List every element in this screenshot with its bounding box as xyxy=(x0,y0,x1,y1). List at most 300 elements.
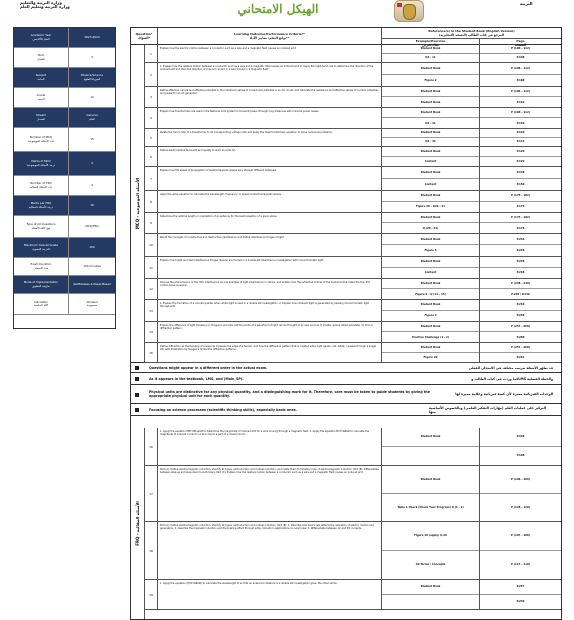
col-example-label-ar: مثال/تمرين xyxy=(422,43,439,47)
reference-line-1: Student Book xyxy=(382,279,479,289)
outcome-text: Define electromotive force emf and qualify to work as volts (V). xyxy=(158,147,382,166)
table-row xyxy=(145,108,561,129)
reference-line-1: Student Book xyxy=(382,580,479,595)
page-line-2: P (117 - 118) xyxy=(511,563,530,567)
outcome-text: Part (A): Define electromagnetic induction, identify its types, self-induction and mutual induction. Part (B): 1. Describe how Lenz's law reflects the operation of electric motors and generators. 2. Describe the magnetic induction and the braking effect through eddy currents in applications on Lenz's law. 3. Differentiate between AC and DC currents. xyxy=(158,522,382,579)
page-line-2: P (128 - 129) xyxy=(511,505,530,509)
panel-row-value: 100 xyxy=(89,244,95,249)
panel-row-value-cell xyxy=(69,238,115,257)
page-cell xyxy=(480,466,561,521)
reference-line-1: Student Book xyxy=(382,300,479,311)
reference-line-2: Table 1 Check (Check Your Progress) Q (1 - 2) xyxy=(397,505,464,509)
question-number: 15 xyxy=(145,343,158,362)
reference-line-2: Figure 20 xyxy=(423,355,438,359)
panel-row xyxy=(14,152,115,176)
section-frq-label: FRQ - الأسئلة المقالية xyxy=(135,501,141,546)
page-line-2: P.130 xyxy=(516,121,525,125)
reference-cell xyxy=(382,234,480,256)
table-row xyxy=(145,343,561,363)
panel-row-label: Mode of Implementation xyxy=(23,280,59,285)
col-outcome-header xyxy=(158,28,382,45)
col-outcome-label: Learning Outcome/Performance Criteria** xyxy=(234,32,305,36)
reference-cell xyxy=(382,45,480,62)
outcome-text: Recall the concepts of constructive and destructive interference and define interference fringes of light. xyxy=(158,234,382,256)
question-number: 11 xyxy=(145,257,158,278)
page-line-2: P.110 xyxy=(516,100,525,104)
outcome-text: Discuss the phenomenon of thin film interference as one example of light interference in nature, and explain how the refractive indices of the mediums that make the thin film control wave inversion. xyxy=(158,279,382,299)
panel-row-label-ar: الصف xyxy=(37,96,45,101)
page-line-2: P.108 xyxy=(516,454,525,458)
page-line-1: P.236 xyxy=(480,257,561,268)
page-line-1: P (175 - 182) xyxy=(480,213,561,223)
outcome-text: Explain how the speed of propagation of electromagnetic waves vary through different materials. xyxy=(158,167,382,190)
question-number: 8 xyxy=(145,191,158,212)
panel-row-value: 3 xyxy=(91,54,93,59)
panel-row-value-ar: الفيزياء/العلوم xyxy=(83,76,101,81)
reference-line-2 xyxy=(382,595,479,610)
panel-row xyxy=(14,176,115,196)
panel-row-label-cell xyxy=(14,276,69,293)
outcome-text: Explain how the electric motion between a conductor such as a wire and a magnetic field causes an induced emf. xyxy=(158,45,382,62)
panel-row-label: Number of MCQ xyxy=(29,135,53,140)
panel-row-label: Term xyxy=(37,53,45,58)
note-text: Questions might appear in a different order in the actual exam. xyxy=(149,365,268,370)
panel-row xyxy=(14,108,115,128)
col-reference-label-ar: المرجع في كتاب الطالب (النسخة الانجليزية) xyxy=(438,33,505,37)
seal-icon xyxy=(403,4,416,20)
note-text: Physical units are distinctive for any physical quantity, and a distinguishing mark for it. Therefore, care must be taken to guide students by giving the appropriate physical unit for each quantity. xyxy=(149,390,431,398)
panel-row xyxy=(14,28,115,48)
outcome-text: Apply the wave equation to calculate the wavelength, frequency, or speed of electromagnetic waves. xyxy=(158,191,382,212)
reference-cell xyxy=(382,466,480,521)
question-number: 18 xyxy=(145,522,158,579)
panel-row-value: SwiftAssess & Paper-Based xyxy=(73,281,111,286)
note-row xyxy=(131,385,561,404)
panel-row-label-cell xyxy=(14,238,69,257)
reference-line-1: Student Book xyxy=(382,129,479,138)
section-frq xyxy=(131,428,145,619)
reference-cell xyxy=(382,343,480,362)
reference-cell xyxy=(382,167,480,190)
page-cell xyxy=(480,213,561,233)
reference-line-2: Content xyxy=(424,159,437,163)
reference-cell xyxy=(382,147,480,166)
note-text-ar: كما وردت في كتاب الطالب وLMS والخطة الفصلية xyxy=(471,376,553,381)
panel-row xyxy=(14,88,115,108)
panel-row xyxy=(14,238,115,258)
panel-row-label-ar: عدد الأسئلة الموضوعية xyxy=(27,138,55,143)
page-cell xyxy=(480,234,561,256)
question-number: 6 xyxy=(145,147,158,166)
panel-row-label-cell xyxy=(14,196,69,215)
reference-line-1: Figure 10 (apply) Q 26 xyxy=(382,522,479,551)
panel-row-label-ar: نوع كافة الأسئلة xyxy=(31,225,51,230)
panel-row-label-ar: المادة xyxy=(37,76,45,81)
panel-row-label-ar: الفصل xyxy=(37,56,45,61)
page-line-2: P.261 xyxy=(516,355,525,359)
page-line-1: P.237 xyxy=(480,580,561,595)
col-question-header xyxy=(131,28,158,45)
question-number: 4 xyxy=(145,108,158,128)
page-cell xyxy=(480,167,561,190)
panel-row-label: Marks of MCQ xyxy=(31,159,51,164)
outcome-text: Relate the turn's ratio of a transformer to its corresponding voltage ratio and apply the ideal transformer equation to solve numerical problems. xyxy=(158,129,382,146)
question-number: 13 xyxy=(145,300,158,321)
table-row xyxy=(145,147,561,167)
page-line-2: P.108 xyxy=(516,56,525,60)
panel-row-label-ar: الآلة الحاسبة xyxy=(33,303,49,307)
panel-row-value-cell xyxy=(69,258,115,275)
question-number: 1 xyxy=(145,45,158,62)
page-line-1: P.108 xyxy=(480,428,561,447)
outcome-text: Define effective current and effective potential in the maximum values of current and potential in an AC circuit, and calculate the resistance and effective values of current, potential, and power for an AC generator. xyxy=(158,87,382,107)
outcome-text: Explain the difference of light traveling on Huygen's principle (all the points of a wavefront of light can be thought of as new sources of smaller waves called wavelets), to form a diffraction pattern. xyxy=(158,322,382,342)
ministry-line-2: وزارة التربية وتعليم العام xyxy=(20,4,70,10)
reference-line-2: Figure 5 xyxy=(424,249,437,252)
page-cell xyxy=(480,428,561,465)
panel-row-label-cell xyxy=(14,258,69,275)
col-reference-label: Reference(s) in the Student Book (English Version) xyxy=(428,29,515,33)
panel-row-value-cell xyxy=(69,196,115,215)
outcome-text: 1. Apply the equation EMF=BLvsinθ to determine the magnitude of induced emf for a wire moving through a magnetic field. 2. Apply the equation Emf=ΔΦ/Δt to calculate the magnitude of induced current in a wire due to a part of a closed circuit. xyxy=(158,428,382,465)
bullet-icon xyxy=(135,408,139,412)
page-line-2: P.175 xyxy=(516,205,525,209)
panel-row-label-cell xyxy=(14,88,69,107)
panel-row-value: 10 xyxy=(90,202,94,207)
question-number: 17 xyxy=(145,466,158,521)
question-number: 5 xyxy=(145,129,158,146)
panel-row xyxy=(14,128,115,152)
table-row xyxy=(145,191,561,213)
panel-row-value-ar: مسموحة xyxy=(86,303,98,307)
panel-row-value: 4 xyxy=(91,182,93,187)
panel-row-value-cell xyxy=(69,28,115,47)
reference-cell xyxy=(382,191,480,212)
question-number: 2 xyxy=(145,63,158,86)
reference-line-1: Student Book xyxy=(382,191,479,202)
panel-row-label-ar: العام الأكاديمي xyxy=(32,36,50,41)
panel-row-label-cell xyxy=(14,216,69,237)
reference-cell xyxy=(382,580,480,609)
outcome-text: 1. Explain how the relative motion between a conductor such as a wire and a magnetic field causes an induced emf. 2. Apply the right-hand rule to determine the direction of the induced emf and then the direction of induced current in a wire moved in a magnetic field. xyxy=(158,63,382,86)
reference-line-1: Student Book xyxy=(382,322,479,332)
reference-line-2: Practice Challenge (1 - 2) xyxy=(411,335,450,339)
page-line-1: P.236 xyxy=(480,234,561,245)
table-row xyxy=(145,213,561,234)
question-number: 14 xyxy=(145,322,158,342)
page-cell xyxy=(480,343,561,362)
page-line-2: P.238 xyxy=(516,249,525,252)
reference-line-2 xyxy=(382,447,479,466)
table-row xyxy=(145,257,561,279)
panel-row-value-cell xyxy=(69,68,115,87)
panel-row-value-cell xyxy=(69,216,115,237)
ministry-line-1: وزارة التربية والتعليم xyxy=(20,0,62,5)
panel-row-label: Type of All Questions xyxy=(26,222,56,227)
page-line-1: P (106 - 112) xyxy=(480,108,561,118)
reference-line-2: All Terms / Concepts xyxy=(415,563,446,567)
reference-line-1: Student Book xyxy=(382,63,479,75)
col-question-label-ar: السؤال* xyxy=(137,36,151,40)
page-cell xyxy=(480,580,561,609)
section-mcq xyxy=(131,45,145,363)
table-row xyxy=(145,45,561,63)
panel-row-label-cell xyxy=(14,128,69,151)
page-line-1: P.129 xyxy=(480,129,561,138)
page-cell xyxy=(480,63,561,86)
outcome-text: Explain how bright and dark interference fringes (bands) are formed in a double-slit interference investigation with monochromatic light. xyxy=(158,257,382,278)
panel-row-value-cell xyxy=(69,108,115,127)
table-row xyxy=(145,522,561,580)
panel-row-label-cell xyxy=(14,68,69,87)
reference-cell xyxy=(382,522,480,579)
question-number: 7 xyxy=(145,167,158,190)
page-line-1: P.148 xyxy=(480,167,561,179)
page-line-2: P.129 xyxy=(516,159,525,163)
reference-line-1: Student Book xyxy=(382,466,479,494)
panel-row-label: Number of FRQ xyxy=(30,181,52,186)
note-text: As it appears in the textbook, LMS, and (Main_SP). xyxy=(149,376,244,381)
panel-row-value: General xyxy=(86,113,98,118)
bullet-icon xyxy=(135,393,139,397)
reference-cell xyxy=(382,87,480,107)
panel-row-label: Exam Duration xyxy=(30,262,52,267)
reference-line-1: Student Book xyxy=(382,147,479,157)
page-cell xyxy=(480,45,561,62)
table-row xyxy=(145,322,561,343)
reference-line-1: Student Book xyxy=(382,343,479,353)
table-row xyxy=(145,129,561,147)
reference-line-2: Student Book xyxy=(420,100,441,104)
reference-cell xyxy=(382,428,480,465)
panel-row-value-cell xyxy=(69,48,115,67)
panel-row-value: 150 minutes xyxy=(83,263,101,268)
page-line-1: P (106 - 112) xyxy=(480,45,561,54)
page-cell xyxy=(480,191,561,212)
panel-row-label-cell xyxy=(14,28,69,47)
question-number: 19 xyxy=(145,580,158,609)
reference-cell xyxy=(382,129,480,146)
reference-line-2: Q4 - 11 xyxy=(425,56,436,60)
page-line-2: P.131 xyxy=(516,140,525,144)
reference-line-2: Q4 - 11 xyxy=(425,121,436,125)
table-row xyxy=(145,87,561,108)
reference-line-1: Student Book xyxy=(382,45,479,54)
reference-line-1: Student Book xyxy=(382,428,479,447)
panel-row-value-cell xyxy=(69,152,115,175)
col-reference-header xyxy=(382,28,561,45)
col-outcome-label-ar: نواتج التعلم/ معايير الأداء** xyxy=(249,36,290,40)
reference-line-1: Student Book xyxy=(382,167,479,179)
panel-row-label-ar: طريقة التطبيق xyxy=(32,283,50,288)
panel-row xyxy=(14,276,115,294)
panel-row-value: 4 xyxy=(91,160,93,165)
table-row xyxy=(145,466,561,522)
page-line-1: P (248 - 249) xyxy=(480,279,561,289)
reference-line-1: Student Book xyxy=(382,108,479,118)
note-row xyxy=(131,404,561,416)
col-example-label: Example/Exercise xyxy=(415,39,446,43)
note-text: Focusing on science processes (scientific thinking skills), especially basic ones. xyxy=(149,407,297,412)
table-row xyxy=(145,580,561,610)
page-line-2: P.150 xyxy=(516,182,525,186)
reference-cell xyxy=(382,322,480,342)
page-line-2: P.239 xyxy=(516,600,525,604)
panel-row-label-ar: درجة الأسئلة المقالية xyxy=(28,204,54,209)
table-row xyxy=(145,63,561,87)
reference-line-2: Content xyxy=(424,271,437,275)
page-title: الهيكل الامتحاني xyxy=(237,2,319,16)
col-page-label-ar: الصفحة xyxy=(514,43,527,47)
panel-row-value-cell xyxy=(69,88,115,107)
panel-row-label-ar: الدرجة القصوى xyxy=(32,246,50,251)
page-line-1: P (257 - 268) xyxy=(480,343,561,353)
panel-row-label-cell xyxy=(14,176,69,195)
bullet-icon xyxy=(135,377,139,381)
panel-row-value: 15 xyxy=(90,136,94,141)
outcome-text: Define diffraction as the bending of a wave as it passes the edge of a barrier, and how the diffraction pattern that is created when light (green, red, white, ) passes through a single slit, with illustration by Huygen's model the diffraction patterns. xyxy=(158,343,382,362)
note-text-ar: الوحدات الفيزيائية مميزة لأي كمية فيزيائية وعلامة مميزة لها xyxy=(455,392,553,396)
table-row xyxy=(145,234,561,257)
page-cell xyxy=(480,87,561,107)
reference-cell xyxy=(382,63,480,86)
col-question-label: Question* xyxy=(135,32,153,36)
page-line-1: P (175 - 182) xyxy=(480,191,561,202)
reference-line-2: Content xyxy=(424,182,437,186)
panel-row-value: 12 xyxy=(90,94,94,99)
page-line-2: P.268 xyxy=(516,335,525,339)
ministry-logo xyxy=(394,0,424,22)
page-cell xyxy=(480,257,561,278)
exam-info-panel xyxy=(13,27,116,329)
page-line-2: P.238 xyxy=(516,271,525,275)
note-row xyxy=(131,373,561,385)
panel-row-value: MCQ/FRQ xyxy=(85,223,99,228)
panel-row-value: Allowed xyxy=(86,299,98,304)
page-cell xyxy=(480,522,561,579)
reference-line-1: Student Book xyxy=(382,87,479,97)
reference-cell xyxy=(382,213,480,233)
outcome-text: Determine the optimal length or orientation of an antenna for the best reception of a given wave. xyxy=(158,213,382,233)
table-row xyxy=(145,167,561,191)
page-line-2: P.108 xyxy=(516,78,525,82)
panel-row-label-cell xyxy=(14,152,69,175)
panel-row-value-cell xyxy=(69,276,115,293)
panel-row-value-ar: العام xyxy=(89,116,95,121)
panel-row-label: Calculator xyxy=(33,299,49,304)
panel-row xyxy=(14,258,115,276)
reference-line-2: Q6 - 31 xyxy=(425,140,436,144)
reference-cell xyxy=(382,108,480,128)
panel-row-label-ar: المسار xyxy=(37,116,45,121)
panel-row-label-ar: مدة الامتحان xyxy=(33,265,49,270)
panel-row-label-cell xyxy=(14,48,69,67)
ministry-label xyxy=(20,1,70,9)
page-cell xyxy=(480,147,561,166)
page-cell xyxy=(480,279,561,299)
panel-row-label: Academic Year xyxy=(30,33,52,38)
page-line-1: P (106 - 112) xyxy=(480,63,561,75)
panel-row-label: Maximum Overall Grade xyxy=(23,243,59,248)
header-right-label: التربية xyxy=(520,1,533,6)
page-line-2: P.178 xyxy=(516,226,525,230)
reference-cell xyxy=(382,257,480,278)
table-row xyxy=(145,279,561,300)
reference-cell xyxy=(382,279,480,299)
panel-row-label-cell xyxy=(14,294,69,314)
outcome-text: Part (A): Define electromagnetic induction, identify its types, self-induction and mutual induction, and relate them to Faraday's law of electromagnetic induction. Part (B): Differentiate between step-up and step-down transformers. Part (C): Explain how the relative motion between a conductor such as a wire and a magnetic field causes an induced emf. xyxy=(158,466,382,521)
exam-structure-table xyxy=(130,27,562,620)
page-line-1: P (107 - 108) xyxy=(480,522,561,551)
reference-line-2: Figure 9 - Q (11 - 15) xyxy=(415,292,446,296)
page-cell xyxy=(480,108,561,128)
reference-line-2: Figure 4 xyxy=(424,314,437,318)
panel-row-label: Subject xyxy=(35,73,47,78)
panel-row-value: Physics/Science xyxy=(80,73,104,78)
reference-line-1: Student Book xyxy=(382,257,479,268)
panel-row-label-cell xyxy=(14,108,69,127)
section-mcq-label: MCQ - الأسئلة الموضوعية xyxy=(135,177,141,230)
panel-row xyxy=(14,68,115,88)
reference-line-2: Figure 26 - Q26 - 31 xyxy=(415,205,446,209)
panel-row-value-cell xyxy=(69,128,115,151)
panel-row-label: Grade xyxy=(36,93,46,98)
panel-row-value: 2023-2024 xyxy=(84,34,100,39)
outcome-text: 1. Apply the equation (Emf=ΔΦ/Δt) to calculate the wavelength of so that an antenna's distance is a double slit investigation given the other terms. xyxy=(158,580,382,609)
page-line-2: P.248 / P.249 xyxy=(511,292,530,296)
panel-row-label: Marks per FRQ xyxy=(30,201,52,206)
note-text-ar: التركيز على عمليات العلم (مهارات التفكير العلمي) وبالخصوص الأساسية منها xyxy=(429,405,546,414)
note-text-ar: قد تظهر الأسئلة بترتيب مختلف في الامتحان الفعلي xyxy=(468,365,553,370)
panel-row-label: Stream xyxy=(35,113,47,118)
bullet-icon xyxy=(135,366,139,370)
note-row xyxy=(131,363,561,373)
table-row xyxy=(145,300,561,322)
reference-line-2: Figure 2 xyxy=(424,78,437,82)
panel-row xyxy=(14,196,115,216)
reference-cell xyxy=(382,300,480,321)
panel-row-label-ar: عدد الأسئلة المقالية xyxy=(29,184,53,189)
page-cell xyxy=(480,322,561,342)
outcome-text: 1. Explain the formation of a colored quarter when white light is used in a double slit investigation. 2. Explain how coherent light is generated by passing monochromatic light through slits. xyxy=(158,300,382,321)
page-cell xyxy=(480,129,561,146)
question-number: 9 xyxy=(145,213,158,233)
question-number: 10 xyxy=(145,234,158,256)
reference-line-1: Student Book xyxy=(382,213,479,223)
reference-line-1: Student Book xyxy=(382,234,479,245)
page-line-1: P (257 - 268) xyxy=(480,322,561,332)
flag-icon xyxy=(397,3,402,7)
panel-row-value-cell xyxy=(69,176,115,195)
question-number: 3 xyxy=(145,87,158,107)
reference-line-2: Q (26 - 31) xyxy=(422,226,439,230)
panel-row xyxy=(14,294,115,315)
table-row xyxy=(145,428,561,466)
panel-row-value-cell xyxy=(69,294,115,314)
page-cell xyxy=(480,300,561,321)
question-number: 16 xyxy=(145,428,158,465)
page-line-1: P.236 xyxy=(480,300,561,311)
panel-row xyxy=(14,48,115,68)
question-number: 12 xyxy=(145,279,158,299)
page-line-1: P (106 - 109) xyxy=(480,466,561,494)
page-line-1: P (106 - 112) xyxy=(480,87,561,97)
col-page-label: Page xyxy=(516,39,525,43)
page-line-1: P.129 xyxy=(480,147,561,157)
panel-row-label-ar: درجة الأسئلة الموضوعية xyxy=(26,162,56,167)
outcome-text: Explain how transformers are used in the National Grid System to transmit power through long distances with minimal power losses. xyxy=(158,108,382,128)
page-line-2: P.238 xyxy=(516,314,525,318)
